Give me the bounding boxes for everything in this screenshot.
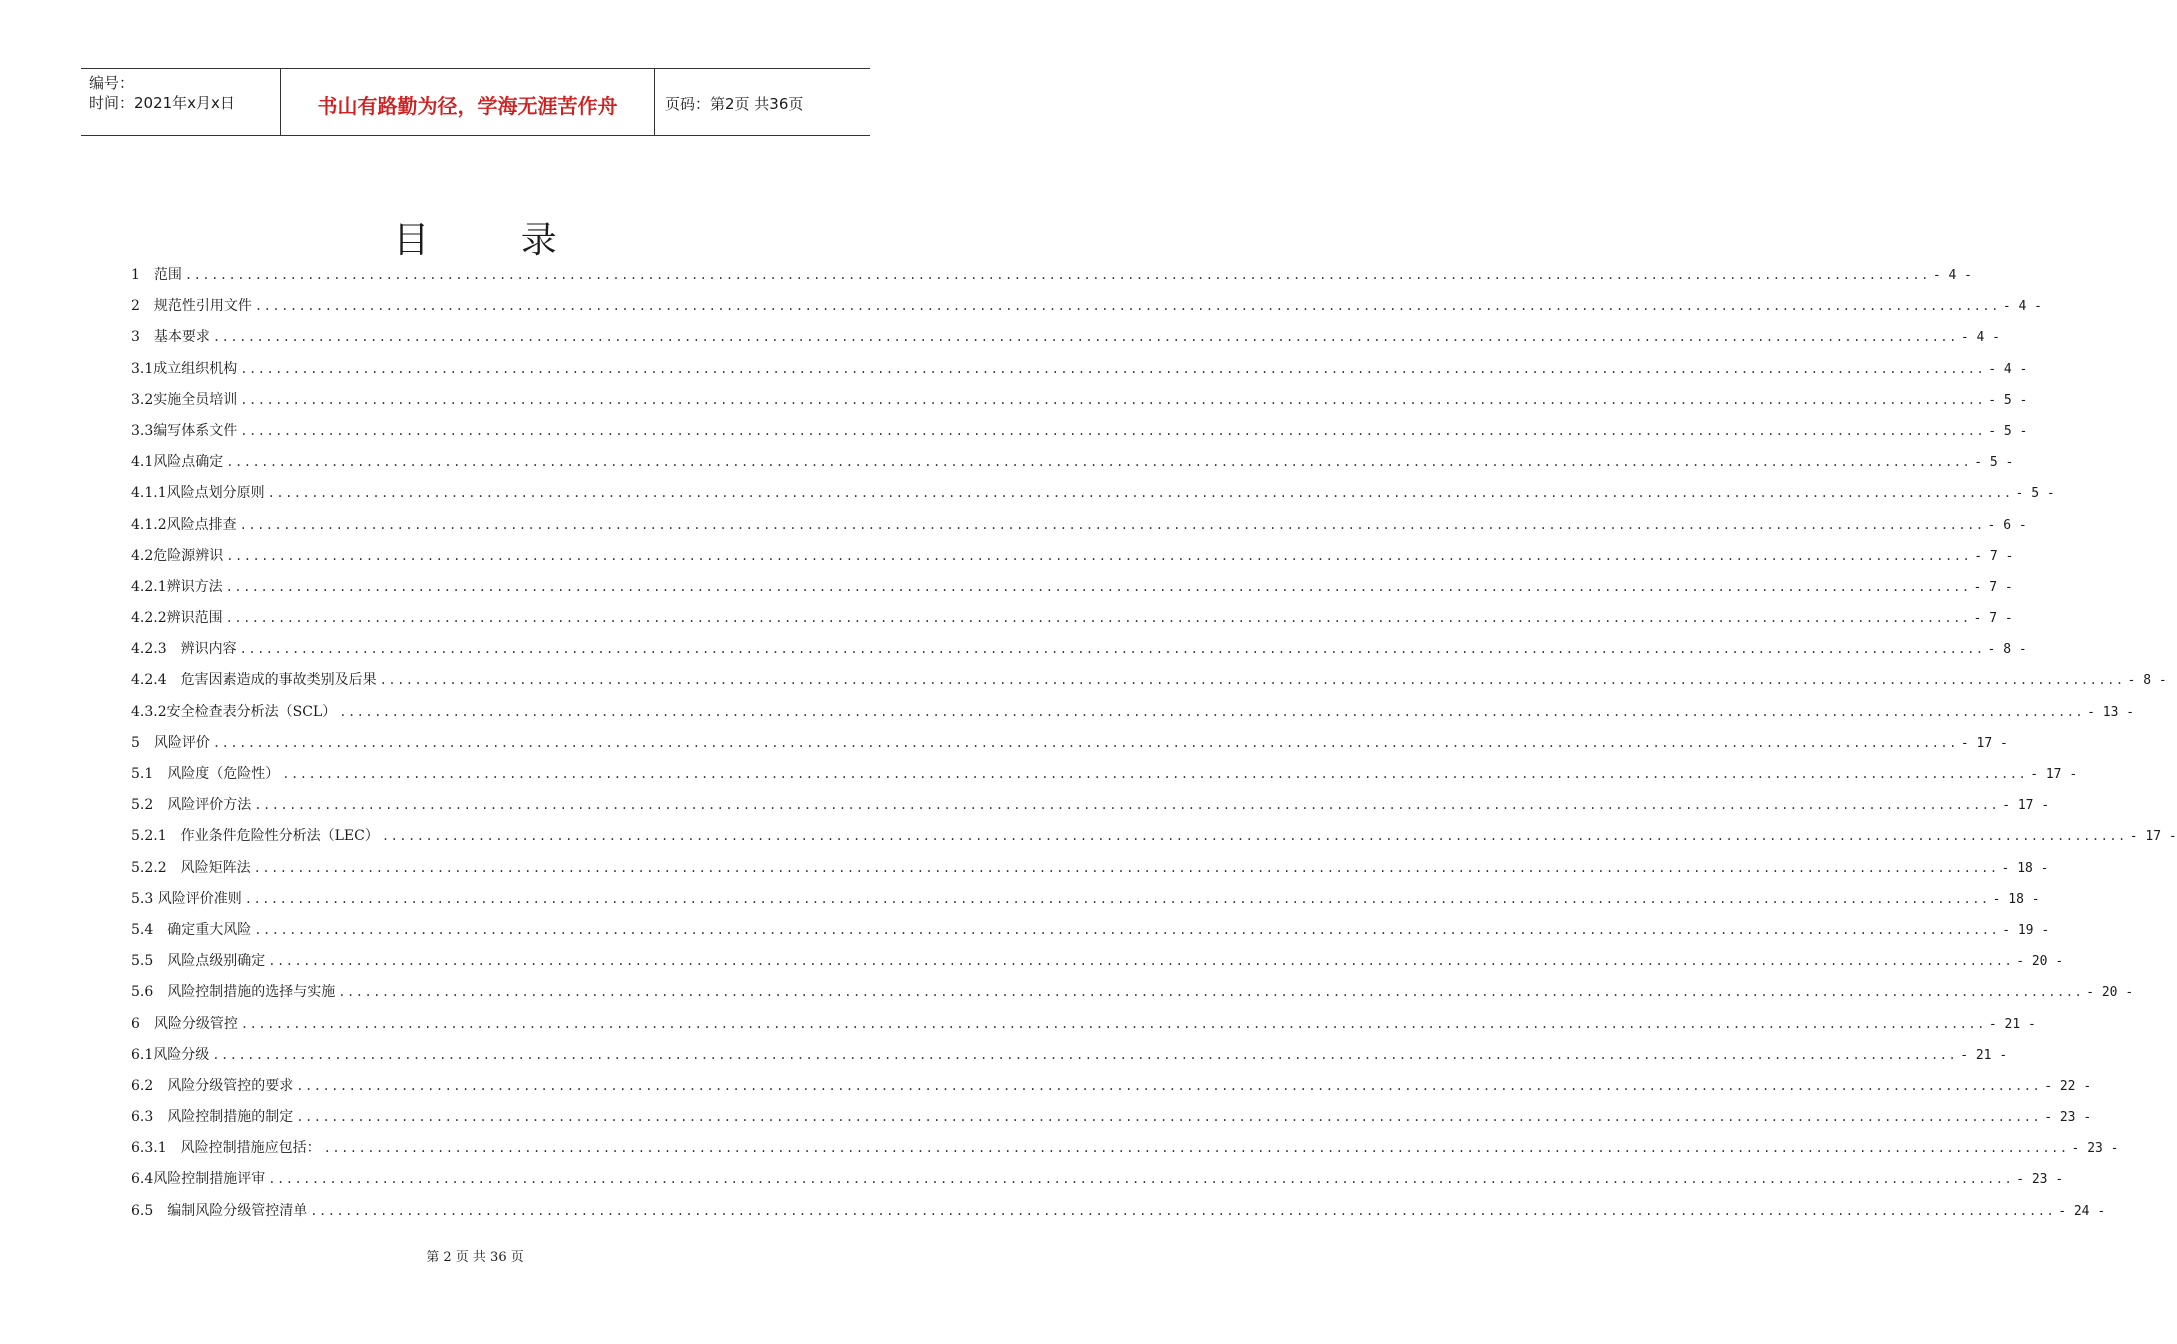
toc-entry-label: 3.3编写体系文件 (131, 422, 238, 439)
page-title: 目 录 (393, 220, 597, 261)
header-page-info: 页码：第2页 共36页 (665, 94, 804, 113)
toc-entry-label: 4.1.1风险点划分原则 (131, 485, 265, 502)
toc-leader-dots: ........................................................................................................................................................................................................ (212, 1047, 1958, 1062)
toc-leader-dots: ........................................................................................................................................................................................................ (226, 455, 1972, 470)
toc-entry-page: - 8 - (1987, 642, 2027, 658)
toc-entry-label: 5.2 风险评价方法 (131, 797, 252, 814)
toc-entry[interactable] (131, 1137, 2119, 1168)
toc-entry-label: 4.2.4 危害因素造成的事故类别及后果 (131, 672, 377, 689)
toc-entry-page: - 17 - (2030, 767, 2078, 782)
toc-entry-page: - 23 - (2016, 1172, 2064, 1188)
toc-leader-dots: ........................................................................................................................................................................................................ (240, 392, 1986, 407)
header-meta (81, 69, 281, 135)
toc-entry[interactable] (131, 732, 2008, 763)
toc-entry[interactable] (131, 1044, 2008, 1075)
toc-entry[interactable] (131, 1106, 2092, 1137)
toc-entry[interactable] (131, 1168, 2064, 1199)
toc-entry-label: 4.3.2安全检查表分析法（SCL） (131, 703, 337, 720)
toc-entry[interactable] (131, 482, 2055, 513)
toc-entry-page: - 22 - (2044, 1078, 2092, 1094)
toc-entry-label: 5.1 风险度（危险性） (131, 766, 280, 782)
toc-leader-dots: ........................................................................................................................................................................................................ (184, 268, 1930, 282)
toc-entry-page: - 6 - (1987, 517, 2027, 533)
toc-entry[interactable] (131, 794, 2050, 825)
toc-leader-dots: ........................................................................................................................................................................................................ (296, 1078, 2042, 1093)
toc-entry-page: - 4 - (1932, 268, 1972, 283)
toc-entry[interactable] (131, 825, 2177, 856)
document-date: 时间：2021年x月x日 (89, 94, 235, 112)
toc-leader-dots: ........................................................................................................................................................................................................ (323, 1141, 2069, 1156)
toc-leader-dots: ........................................................................................................................................................................................................ (240, 1016, 1986, 1031)
toc-entry[interactable] (131, 358, 2028, 389)
toc-leader-dots: ........................................................................................................................................................................................................ (268, 954, 2014, 969)
toc-entry-page: - 5 - (1988, 423, 2028, 439)
toc-leader-dots: ........................................................................................................................................................................................................ (267, 486, 2013, 501)
toc-entry[interactable] (131, 981, 2134, 1012)
header-motto: 书山有路勤为径，学海无涯苦作舟 (281, 69, 655, 135)
toc-leader-dots: ........................................................................................................................................................................................................ (268, 1172, 2014, 1187)
toc-entry-page: - 4 - (1988, 361, 2028, 377)
toc-entry-label: 5.5 风险点级别确定 (131, 953, 266, 970)
toc-entry-page: - 24 - (2058, 1203, 2106, 1219)
toc-leader-dots: ........................................................................................................................................................................................................ (239, 642, 1985, 657)
toc-entry[interactable] (131, 514, 2027, 545)
toc-entry-page: - 8 - (2127, 673, 2167, 689)
toc-leader-dots: ........................................................................................................................................................................................................ (254, 798, 2000, 813)
toc-entry-label: 6.3 风险控制措施的制定 (131, 1109, 294, 1126)
toc-entry-label: 3 基本要求 (131, 329, 210, 346)
toc-entry[interactable] (131, 638, 2027, 669)
toc-leader-dots: ........................................................................................................................................................................................................ (212, 735, 1958, 750)
toc-entry-page: - 20 - (2086, 985, 2134, 1001)
toc-entry[interactable] (131, 857, 2049, 888)
toc-leader-dots: ........................................................................................................................................................................................................ (310, 1203, 2056, 1218)
toc-entry-label: 4.2.2辨识范围 (131, 610, 223, 627)
toc-entry-label: 4.2.3 辨识内容 (131, 641, 237, 658)
toc-entry-page: - 21 - (1988, 1016, 2036, 1032)
toc-entry-label: 6.4风险控制措施评审 (131, 1171, 266, 1188)
toc-leader-dots: ........................................................................................................................................................................................................ (296, 1110, 2042, 1125)
toc-entry-page: - 18 - (2001, 860, 2049, 876)
toc-leader-dots: ........................................................................................................................................................................................................ (339, 704, 2085, 719)
toc-leader-dots: ........................................................................................................................................................................................................ (338, 985, 2084, 1000)
toc-entry-label: 5.4 确定重大风险 (131, 921, 252, 938)
toc-leader-dots: ........................................................................................................................................................................................................ (282, 767, 2028, 781)
toc-entry[interactable] (131, 1013, 2036, 1044)
toc-entry-label: 4.1.2风险点排查 (131, 516, 237, 533)
toc-entry-page: - 17 - (2129, 829, 2177, 845)
toc-leader-dots: ........................................................................................................................................................................................................ (254, 299, 2000, 314)
toc-entry[interactable] (131, 420, 2028, 451)
toc-leader-dots: ........................................................................................................................................................................................................ (381, 829, 2127, 844)
toc-leader-dots: ........................................................................................................................................................................................................ (225, 611, 1971, 626)
toc-entry[interactable] (131, 950, 2064, 981)
toc-entry-label: 6.1风险分级 (131, 1046, 210, 1063)
toc-entry[interactable] (131, 389, 2028, 420)
toc-leader-dots: ........................................................................................................................................................................................................ (240, 361, 1986, 376)
toc-entry-label: 4.1风险点确定 (131, 454, 224, 471)
toc-entry[interactable] (131, 763, 2078, 794)
toc-entry-page: - 7 - (1974, 548, 2014, 564)
toc-entry-page: - 5 - (1974, 455, 2014, 471)
document-number-label: 编号： (89, 74, 135, 92)
toc-entry-label: 3.1成立组织机构 (131, 360, 238, 377)
toc-entry-page: - 13 - (2087, 704, 2135, 720)
toc-entry-page: - 17 - (1960, 735, 2008, 751)
toc-entry-page: - 20 - (2016, 954, 2064, 970)
toc-entry[interactable] (131, 919, 2050, 950)
toc-entry-label: 3.2实施全员培训 (131, 391, 238, 408)
toc-entry[interactable] (131, 701, 2135, 732)
toc-leader-dots: ........................................................................................................................................................................................................ (244, 891, 1990, 906)
toc-entry-label: 5.6 风险控制措施的选择与实施 (131, 984, 336, 1001)
toc-entry[interactable] (131, 264, 1972, 295)
toc-entry-page: - 19 - (2002, 922, 2050, 938)
toc-entry-page: - 7 - (1973, 611, 2013, 627)
toc-entry-page: - 5 - (1988, 392, 2028, 408)
toc-entry[interactable] (131, 1200, 2106, 1231)
toc-entry-label: 6.5 编制风险分级管控清单 (131, 1202, 308, 1219)
toc-entry-page: - 4 - (2002, 299, 2042, 315)
toc-entry-label: 4.2.1辨识方法 (131, 578, 223, 595)
toc-entry-page: - 4 - (1960, 330, 2000, 346)
toc-entry-page: - 23 - (2044, 1110, 2092, 1126)
toc-entry-label: 5.2.1 作业条件危险性分析法（LEC） (131, 828, 379, 845)
toc-entry-page: - 7 - (1973, 579, 2013, 595)
toc-entry[interactable] (131, 1075, 2092, 1106)
toc-leader-dots: ........................................................................................................................................................................................................ (379, 673, 2125, 688)
toc-leader-dots: ........................................................................................................................................................................................................ (253, 860, 1999, 875)
table-of-contents (131, 264, 2177, 1231)
toc-entry-label: 6.3.1 风险控制措施应包括： (131, 1140, 321, 1157)
toc-leader-dots: ........................................................................................................................................................................................................ (212, 330, 1958, 345)
toc-entry-label: 1 范围 (131, 267, 182, 283)
toc-entry[interactable] (131, 295, 2042, 326)
toc-leader-dots: ........................................................................................................................................................................................................ (239, 517, 1985, 532)
toc-entry[interactable] (131, 451, 2014, 482)
page-footer: 第 2 页 共 36 页 (426, 1250, 524, 1265)
toc-leader-dots: ........................................................................................................................................................................................................ (225, 579, 1971, 594)
toc-entry-page: - 17 - (2002, 798, 2050, 814)
toc-entry-label: 5.3 风险评价准则 (131, 890, 242, 907)
toc-entry-page: - 18 - (1992, 891, 2040, 907)
toc-entry-page: - 5 - (2015, 486, 2055, 502)
toc-entry[interactable] (131, 576, 2013, 607)
toc-entry[interactable] (131, 326, 2000, 357)
toc-leader-dots: ........................................................................................................................................................................................................ (254, 922, 2000, 937)
toc-entry[interactable] (131, 545, 2014, 576)
toc-entry-page: - 21 - (1960, 1047, 2008, 1063)
toc-entry-label: 4.2危险源辨识 (131, 547, 224, 564)
toc-entry-label: 2 规范性引用文件 (131, 298, 252, 315)
toc-leader-dots: ........................................................................................................................................................................................................ (226, 548, 1972, 563)
toc-entry[interactable] (131, 669, 2167, 700)
toc-entry-label: 6.2 风险分级管控的要求 (131, 1077, 294, 1094)
toc-entry[interactable] (131, 888, 2040, 919)
page-header (81, 68, 870, 136)
toc-entry[interactable] (131, 607, 2013, 638)
toc-entry-label: 6 风险分级管控 (131, 1015, 238, 1032)
toc-entry-label: 5.2.2 风险矩阵法 (131, 859, 251, 876)
toc-entry-page: - 23 - (2071, 1141, 2119, 1157)
toc-leader-dots: ........................................................................................................................................................................................................ (240, 423, 1986, 438)
toc-entry-label: 5 风险评价 (131, 734, 210, 751)
